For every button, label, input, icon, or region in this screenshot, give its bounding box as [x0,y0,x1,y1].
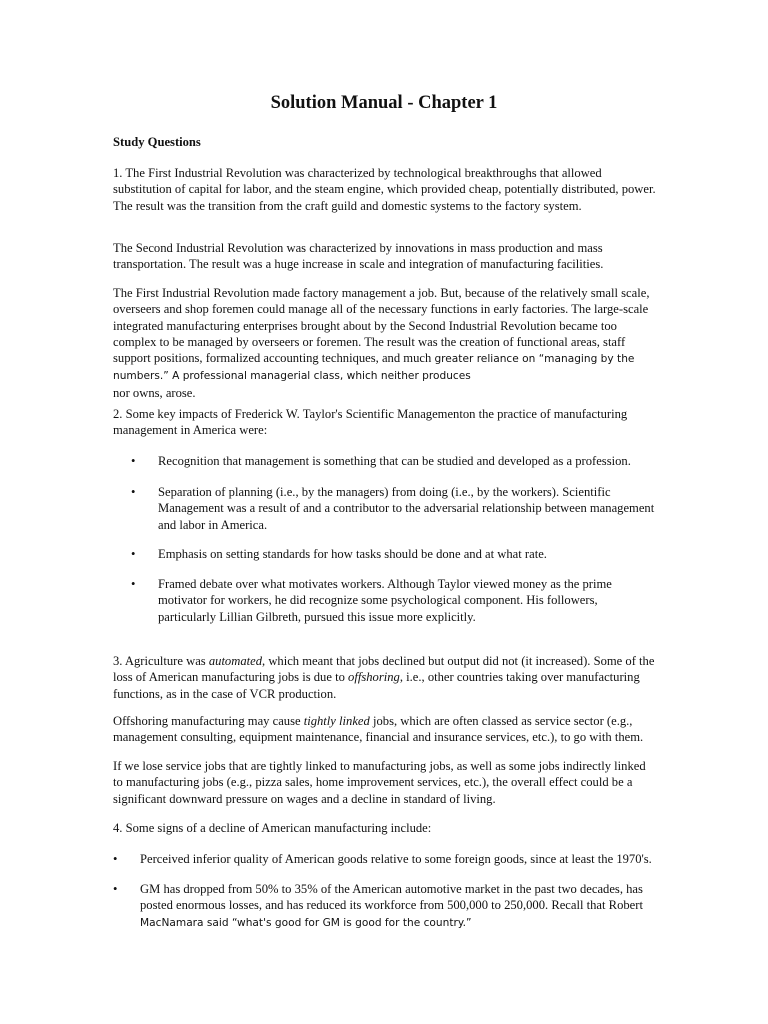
q3-p1-italic-offshoring: offshoring [348,670,400,685]
q3-paragraph-2 [113,713,658,746]
q2-bullet-text: Framed debate over what motivates workers. Although Taylor viewed money as the prime motivator for workers, he did recognize some psychological component. His followers, particularly Lillian Gilbreth, pursued this issue more explicitly. [158,577,612,624]
q1-paragraph-3-end: nor owns, arose. [113,385,196,400]
q3-paragraph-1 [113,653,658,702]
q2-bullet-text: Separation of planning (i.e., by the managers) from doing (i.e., by the workers). Scientific Management was a result of and a contributor to the adversarial relationship between management and labor in America. [158,485,655,532]
q3-p2-part-b: jobs, which are often classed as service sector (e.g., management consulting, equipment maintenance, financial and insurance services, etc.), to go with them. [113,714,644,745]
q1-paragraph-3-main: The First Industrial Revolution made factory management a job. But, because of the relatively small scale, overseers and shop foremen could manage all of the necessary functions in early factories. The large-scale integrated manufacturing enterprises brought about by the Second Industrial Revolution became too complex to be managed by overseers or foremen. The result was the creation of functional areas, staff support positions, formalized accounting techniques, and much [113,286,650,366]
q3-paragraph-3: If we lose service jobs that are tightly linked to manufacturing jobs, as well as some jobs indirectly linked to manufacturing jobs (e.g., pizza sales, home improvement services, etc.), the overall effect could be a significant downward pressure on wages and a decline in standard of living. [113,759,646,806]
q2-bullet-text: Emphasis on setting standards for how tasks should be done and at what rate. [158,547,547,561]
q1-paragraph-1: 1. The First Industrial Revolution was characterized by technological breakthroughs that allowed substitution of capital for labor, and the steam engine, which provided cheap, potentially distributed, power. The result was the transition from the craft guild and domestic systems to the factory system. [113,166,656,213]
q3-p1-part-b: , which meant that jobs declined but output did not (it increased). Some of the loss of American manufacturing jobs is due to [113,654,655,685]
q2-bullet-text: Recognition that management is something that can be studied and developed as a profession. [158,454,631,468]
section-heading: Study Questions [113,135,201,149]
q4-bullet-2-main: GM has dropped from 50% to 35% of the American automotive market in the past two decades, has posted enormous losses, and has reduced its workforce from 500,000 to 250,000. Recall that Robert [140,882,643,913]
q3-p1-part-c: , i.e., other countries taking over manufacturing functions, as in the case of VCR production. [113,670,640,701]
page-title: Solution Manual - Chapter 1 [270,93,498,113]
q4-bullet-2-sans-fragment: MacNamara said “what's good for GM is good for the country.” [140,916,472,929]
q4-bullet-text [140,881,655,931]
bullet-icon: • [113,852,118,866]
q1-paragraph-2: The Second Industrial Revolution was characterized by innovations in mass production and mass transportation. The result was a huge increase in scale and integration of manufacturing facilities. [113,241,604,272]
bullet-icon: • [131,577,136,591]
q4-intro: 4. Some signs of a decline of American manufacturing include: [113,821,432,835]
q3-p2-italic-tightly-linked: tightly linked [303,714,370,728]
bullet-icon: • [131,454,136,468]
q3-p1-part-a: 3. Agriculture was [113,654,209,668]
q4-bullet-text: Perceived inferior quality of American goods relative to some foreign goods, since at least the 1970's. [140,852,652,866]
q2-intro: 2. Some key impacts of Frederick W. Taylor's Scientific Managementon the practice of manufacturing management in America were: [113,407,628,438]
q3-p1-italic-automated: automated [208,654,263,668]
bullet-icon: • [131,547,136,561]
q1-paragraph-3-sans-fragment: greater reliance on “managing by the numbers.” A professional managerial class, which neither produces [113,353,635,383]
q1-paragraph-3 [113,285,658,401]
q3-p2-part-a: Offshoring manufacturing may cause [113,714,304,728]
bullet-icon: • [113,882,118,896]
bullet-icon: • [131,485,136,499]
